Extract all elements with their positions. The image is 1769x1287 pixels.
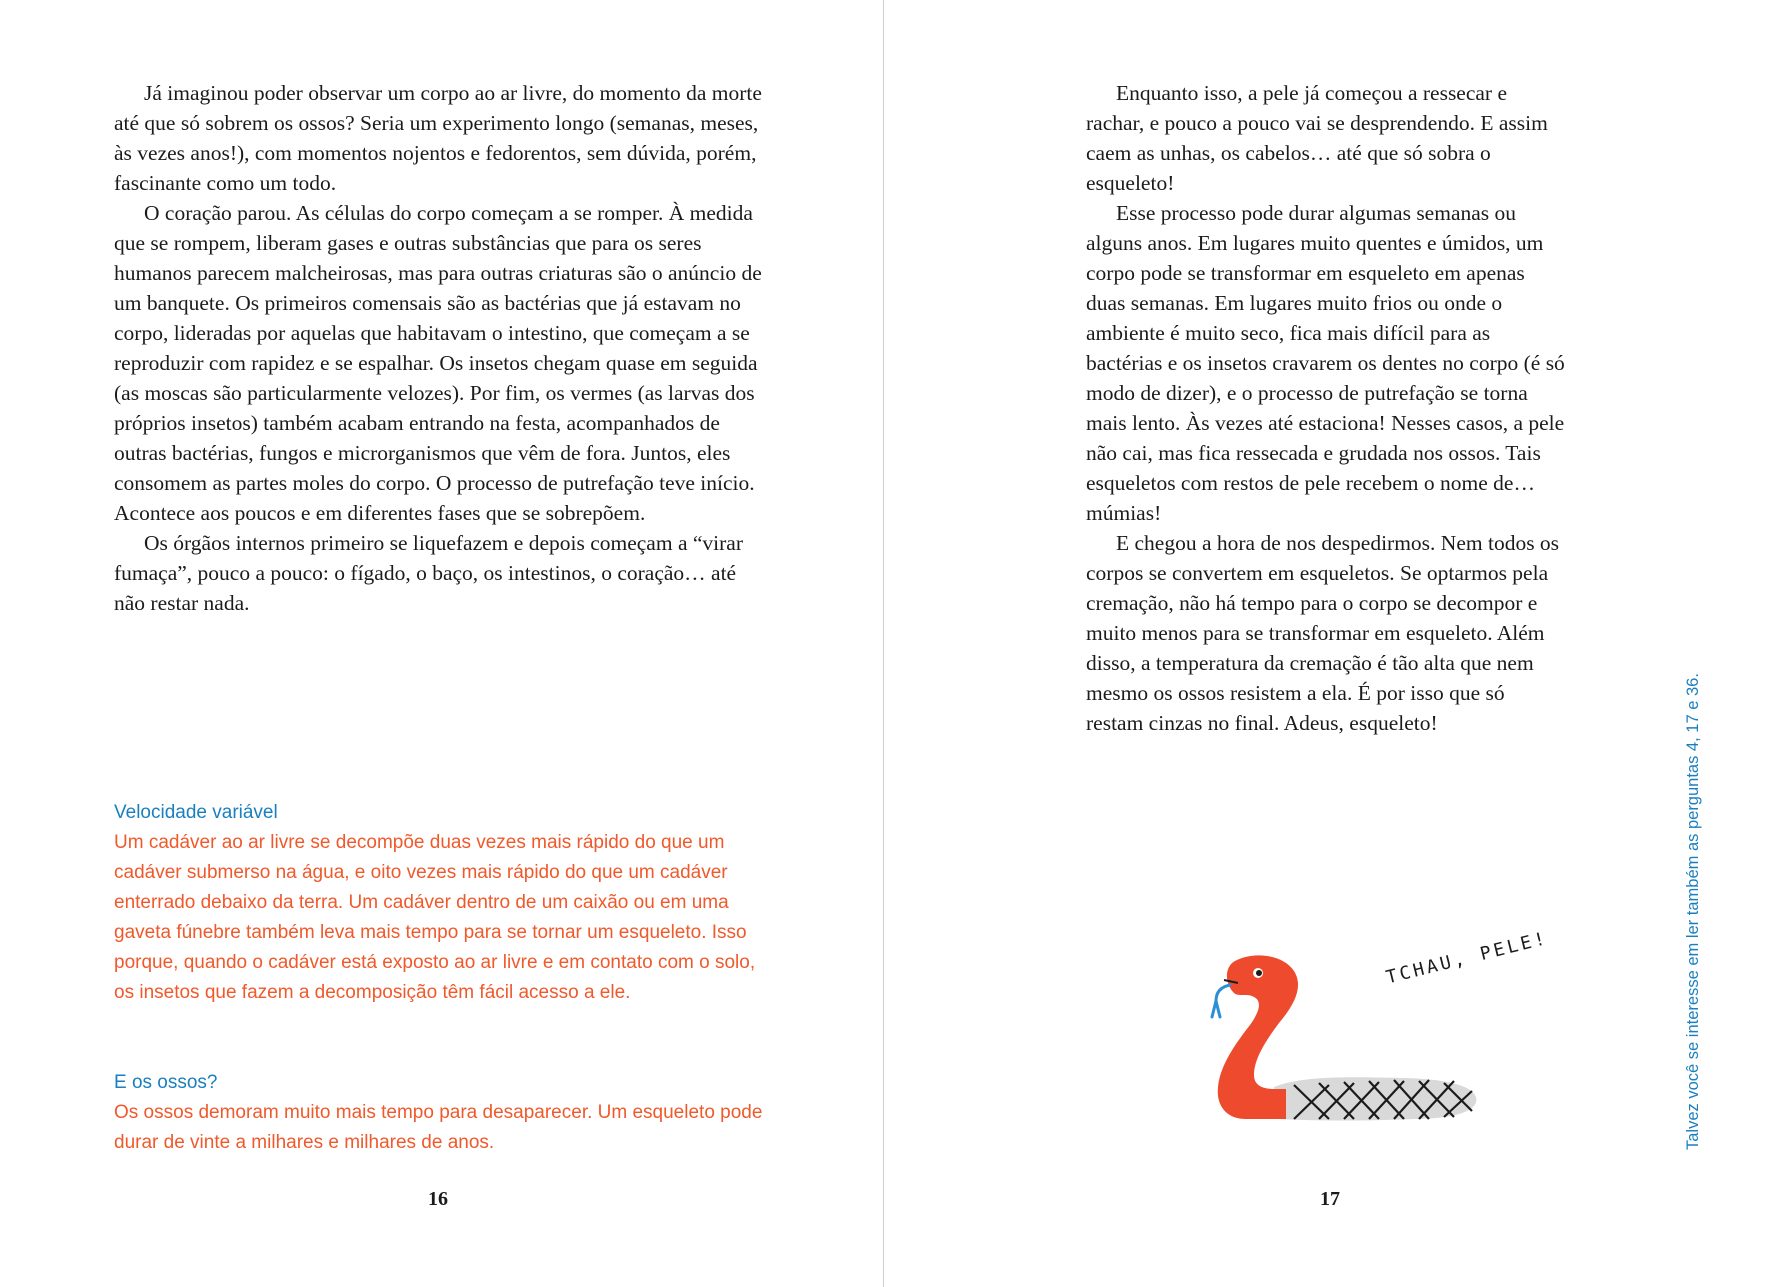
snake-body [1218, 955, 1298, 1119]
paragraph: Enquanto isso, a pele já começou a ressecar e rachar, e pouco a pouco vai se desprendendo. E assim caem as unhas, os cabelos… até que só sobra o esqueleto! [1086, 81, 1548, 195]
sidebar-box-speed [114, 798, 774, 1008]
page-number: 16 [428, 1188, 448, 1210]
snake-tongue [1212, 985, 1230, 1017]
right-page [884, 0, 1769, 1287]
left-page [0, 0, 883, 1287]
box-title: Velocidade variável [114, 802, 278, 823]
paragraph: O coração parou. As células do corpo começam a se romper. À medida que se rompem, liberam gases e outras substâncias que para os seres humanos parecem malcheirosas, mas para outras criaturas são o anúncio de um banquete. Os primeiros comensais são as bactérias que já estavam no corpo, lideradas por aquelas que habitavam o intestino, que começam a se reproduzir com rapidez e se espalhar. Os insetos chegam quase em seguida (as moscas são particularmente velozes). Por fim, os vermes (as larvas dos próprios insetos) também acabam entrando na festa, acompanhados de outras bactérias, fungos e microrganismos que vêm de fora. Juntos, eles consomem as partes moles do corpo. O processo de putrefação teve início. Acontece aos poucos e em diferentes fases que se sobrepõem. [114, 201, 762, 525]
paragraph: E chegou a hora de nos despedirmos. Nem todos os corpos se convertem em esqueletos. Se optarmos pela cremação, não há tempo para o corpo se decompor e muito menos para se transformar em esqueleto. Além disso, a temperatura da cremação é tão alta que nem mesmo os ossos resistem a ela. É por isso que só restam cinzas no final. Adeus, esqueleto! [1086, 531, 1560, 735]
box-title: E os ossos? [114, 1072, 218, 1093]
box-text: Um cadáver ao ar livre se decompõe duas vezes mais rápido do que um cadáver submerso na água, e oito vezes mais rápido do que um cadáver enterrado debaixo da terra. Um cadáver dentro de um caixão ou em uma gaveta fúnebre também leva mais tempo para se tornar um esqueleto. Isso porque, quando o cadáver está exposto ao ar livre e em contato com o solo, os insetos que fazem a decomposição têm fácil acesso a ele. [114, 832, 756, 1003]
box-text: Os ossos demoram muito mais tempo para desaparecer. Um esqueleto pode durar de vinte a milhares e milhares de anos. [114, 1102, 763, 1153]
speech-bubble-text: TCHAU, PELE! [1384, 927, 1551, 989]
sidebar-box-bones [114, 1068, 774, 1158]
paragraph: Os órgãos internos primeiro se liquefazem e depois começam a “virar fumaça”, pouco a pouco: o fígado, o baço, os intestinos, o coração… até não restar nada. [114, 531, 743, 615]
right-body-text [1086, 78, 1566, 738]
left-body-text [114, 78, 764, 618]
page-number: 17 [1320, 1188, 1340, 1210]
paragraph: Esse processo pode durar algumas semanas ou alguns anos. Em lugares muito quentes e úmidos, um corpo pode se transformar em esqueleto em apenas duas semanas. Em lugares muito frios ou onde o ambiente é muito seco, fica mais difícil para as bactérias e os insetos cravarem os dentes no corpo (é só modo de dizer), e o processo de putrefação se torna mais lento. Às vezes até estaciona! Nesses casos, a pele não cai, mas fica ressecada e grudada nos ossos. Tais esqueletos com restos de pele recebem o nome de… múmias! [1086, 201, 1565, 525]
paragraph: Já imaginou poder observar um corpo ao ar livre, do momento da morte até que só sobrem os ossos? Seria um experimento longo (semanas, meses, às vezes anos!), com momentos nojentos e fedorentos, sem dúvida, porém, fascinante como um todo. [114, 81, 762, 195]
cross-reference-note: Talvez você se interesse em ler também as perguntas 4, 17 e 36. [1684, 673, 1702, 1150]
